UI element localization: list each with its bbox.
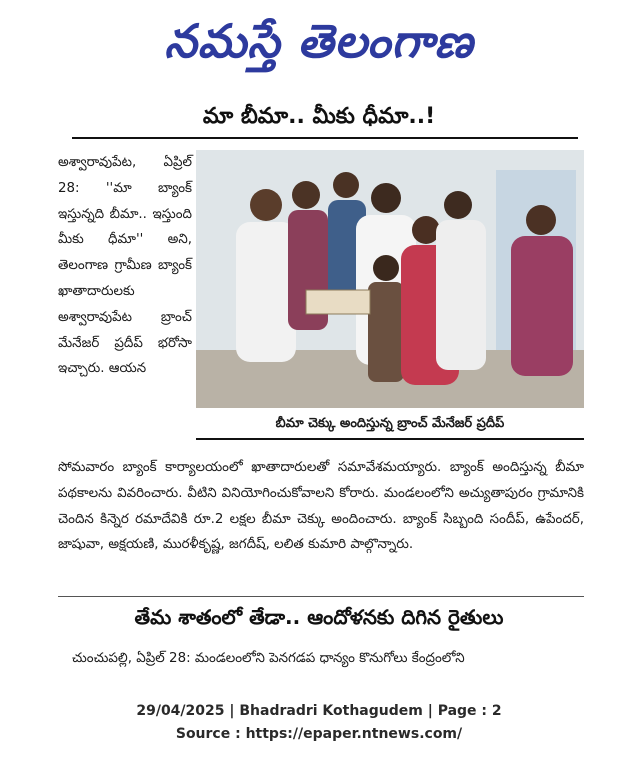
footer-source: Source : https://epaper.ntnews.com/ <box>175 726 463 742</box>
second-article-first-line: చుంచుపల్లి, ఏప్రిల్ 28: మండలంలోని పెనగడప ధాన్యం కొనుగోలు కేంద్రంలోని <box>72 651 465 666</box>
headline-divider <box>72 137 578 139</box>
article-divider <box>58 596 584 597</box>
photo-caption: బీమా చెక్కు అందిస్తున్న బ్రాంచ్ మేనేజర్ ప్రదీప్ <box>196 410 584 440</box>
footer-date-edition: 29/04/2025 | Bhadradri Kothagudem | Page : 2 <box>136 703 502 719</box>
article-left-column: అశ్వారావుపేట, ఏప్రిల్ 28: ''మా బ్యాంక్ ఇస్తున్నది బీమా.. ఇస్తుంది మీకు ధీమా'' అని, తెలంగాణ గ్రామీణ బ్యాంక్ ఖాతాదారులకు అశ్వారావుపేట బ్రాంచ్ మేనేజర్ ప్రదీప్ భరోసా ఇచ్చారు. ఆయన <box>58 155 192 377</box>
news-photo <box>196 150 584 408</box>
second-article-headline: తేమ శాతంలో తేడా.. ఆందోళనకు దిగిన రైతులు <box>134 605 504 629</box>
group-photo-illustration <box>196 150 584 408</box>
article-headline: మా బీమా.. మీకు ధీమా..! <box>202 104 436 129</box>
article-body: సోమవారం బ్యాంక్ కార్యాలయంలో ఖాతాదారులతో సమావేశమయ్యారు. బ్యాంక్ అందిస్తున్న బీమా పథకాలను వివరించారు. వీటిని వినియోగించుకోవాలని కోరారు. మండలంలోని అచ్యుతాపురం గ్రామానికి చెందిన కిన్నెర రమాదేవికి రూ.2 లక్షల బీమా చెక్కు అందించారు. బ్యాంక్ సిబ్బంది సందీప్, ఉపేందర్, జాషువా, అక్షయణి, మురళీకృష్ణ, జగదీష్, లలిత కుమారి పాల్గొన్నారు. <box>58 460 584 553</box>
newspaper-masthead: నమస్తే తెలంగాణ <box>164 14 474 68</box>
